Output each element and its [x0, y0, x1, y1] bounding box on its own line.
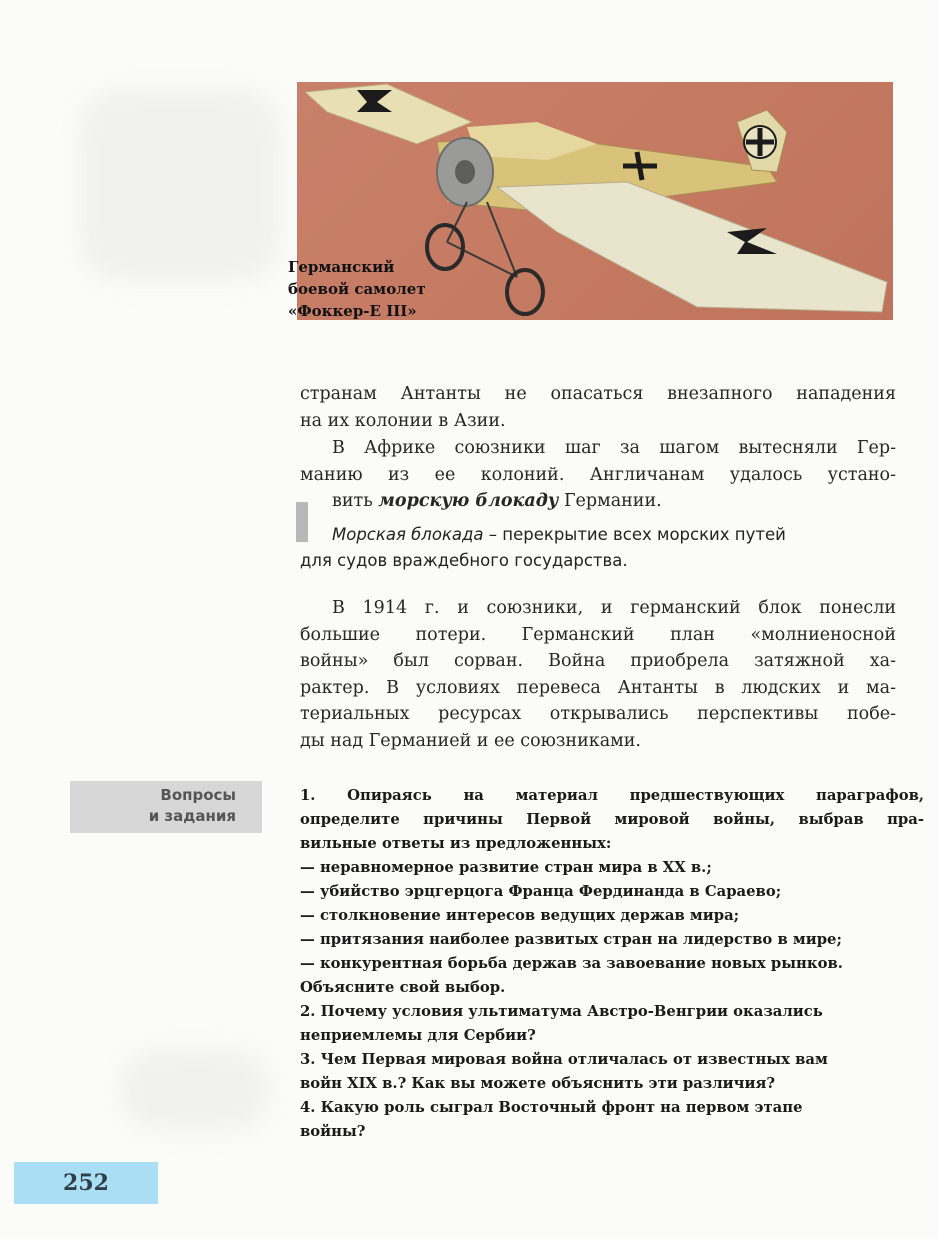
question-line: Объясните свой выбор.: [300, 979, 506, 996]
paragraph-3: [300, 595, 896, 754]
text-line: войны» был сорван. Война приобрела затяжной ха-: [300, 651, 896, 671]
paragraph-1: [300, 381, 896, 434]
questions-heading-line: и задания: [148, 807, 236, 825]
text-line: В Африке союзники шаг за шагом вытесняли Гер-: [332, 438, 896, 458]
question-line: войн XIX в.? Как вы можете объяснить эти различия?: [300, 1075, 776, 1092]
text-line: странам Антанты не опасаться внезапного нападения: [300, 384, 896, 404]
text-line: рактер. В условиях перевеса Антанты в людских и ма-: [300, 677, 896, 698]
text-fragment: вить: [332, 491, 379, 511]
question-line: неприемлемы для Сербии?: [300, 1027, 536, 1044]
question-line: — притязания наиболее развитых стран на лидерство в мире;: [300, 931, 842, 948]
scan-smudge: [80, 90, 280, 280]
text-fragment: Германии.: [558, 491, 662, 511]
scan-smudge: [120, 1050, 270, 1130]
text-line: [300, 488, 896, 515]
questions-heading-line: Вопросы: [160, 786, 236, 804]
question-line: — столкновение интересов ведущих держав мира;: [300, 907, 740, 924]
definition-line: [300, 522, 860, 548]
propeller-hub: [455, 160, 475, 184]
page-number: 252: [14, 1162, 158, 1204]
text-line: на их колонии в Азии.: [300, 410, 506, 431]
question-line: — убийство эрцгерцога Франца Фердинанда в Сараево;: [300, 883, 782, 900]
text-line: большие потери. Германский план «молниеносной: [300, 624, 896, 645]
question-line: — неравномерное развитие стран мира в XX в.;: [300, 859, 712, 876]
text-line: В 1914 г. и союзники, и германский блок понесли: [332, 598, 896, 618]
question-line: 2. Почему условия ультиматума Австро-Венгрии оказались: [300, 1003, 823, 1020]
questions-list: [300, 784, 924, 1144]
landing-wheel: [507, 270, 543, 314]
caption-line: боевой самолет: [288, 280, 426, 298]
definition-line: для судов враждебного государства.: [300, 551, 628, 570]
text-line: ды над Германией и ее союзниками.: [300, 730, 641, 751]
question-line: войны?: [300, 1123, 366, 1140]
lower-wing: [497, 182, 887, 312]
caption-line: Германский: [288, 258, 395, 276]
questions-heading: [70, 781, 262, 833]
question-line: 1. Опираясь на материал предшествующих параграфов,: [300, 787, 924, 804]
question-line: определите причины Первой мировой войны, выбрав пра-: [300, 811, 924, 828]
caption-line: «Фоккер-Е III»: [288, 302, 417, 320]
question-line: 4. Какую роль сыграл Восточный фронт на первом этапе: [300, 1099, 803, 1116]
question-line: вильные ответы из предложенных:: [300, 835, 612, 852]
question-line: 3. Чем Первая мировая война отличалась от известных вам: [300, 1051, 828, 1068]
key-term: морскую блокаду: [378, 491, 559, 511]
paragraph-2: [300, 435, 896, 515]
upper-wing: [305, 84, 472, 144]
figure-caption: [288, 256, 458, 322]
definition-term: Морская блокада: [332, 525, 484, 544]
text-line: териальных ресурсах открывались перспективы побе-: [300, 704, 896, 724]
definition-text: – перекрытие всех морских путей: [483, 525, 786, 544]
question-line: — конкурентная борьба держав за завоевание новых рынков.: [300, 955, 843, 972]
text-line: манию из ее колоний. Англичанам удалось устано-: [300, 464, 896, 485]
definition-block: [300, 522, 860, 574]
